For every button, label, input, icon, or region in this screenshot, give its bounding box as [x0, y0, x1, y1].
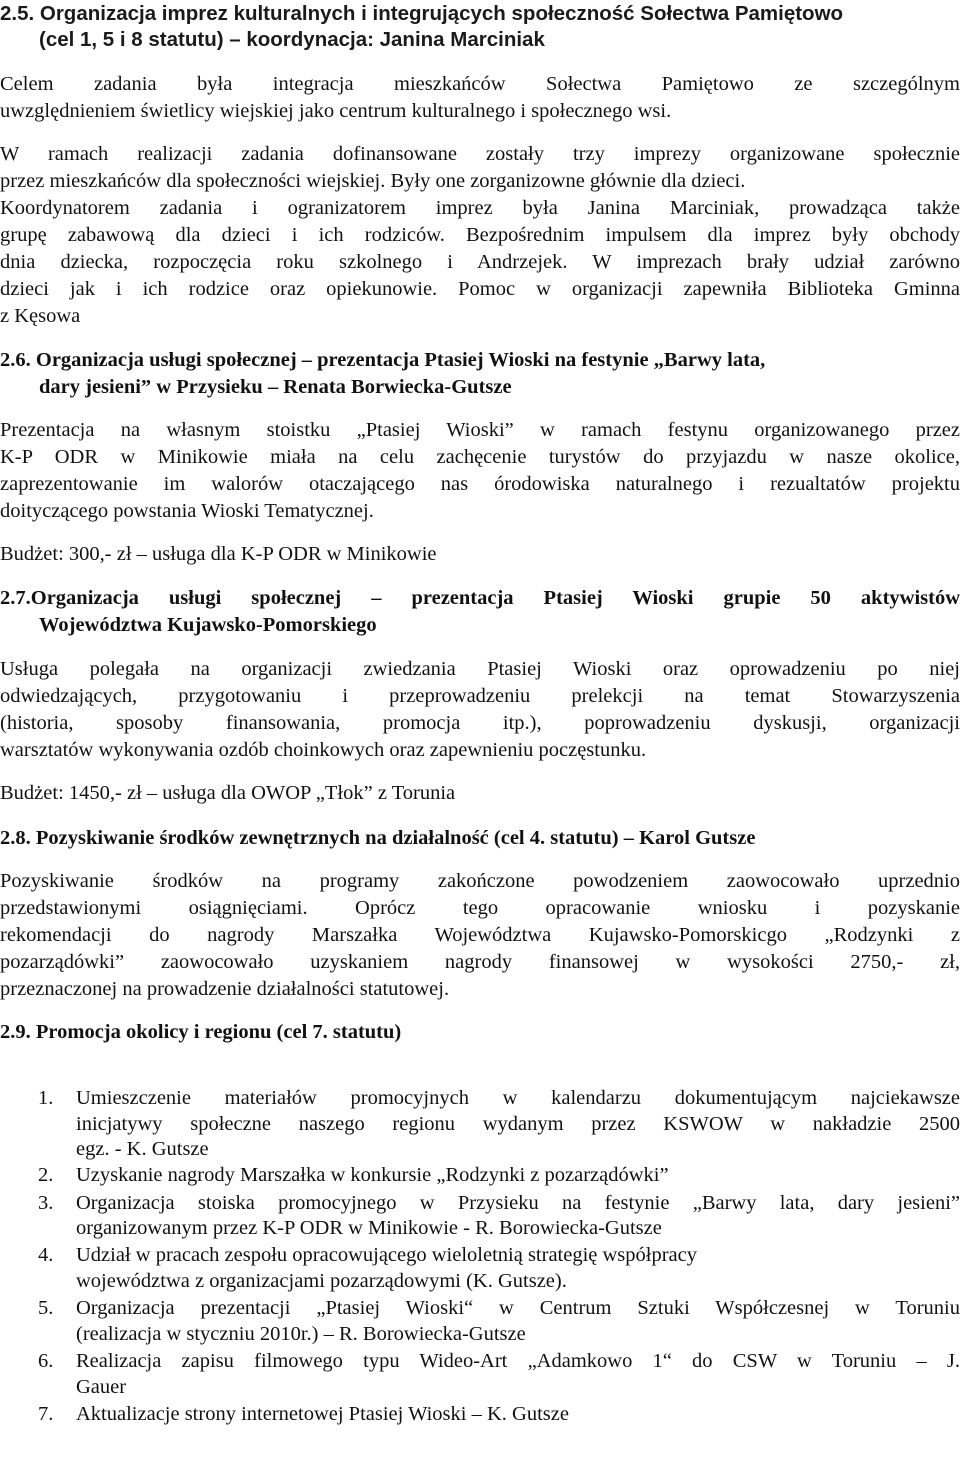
paragraph-line: (historia, sposoby finansowania, promocja itp.), poprowadzeniu dyskusji, organizacji — [0, 712, 960, 734]
list-item-text: organizowanym przez K-P ODR w Minikowie - R. Borowiecka-Gutsze — [76, 1217, 662, 1239]
list-item-text: województwa z organizacjami pozarządowymi (K. Gutsze). — [76, 1270, 567, 1292]
section-heading-2-6: 2.6. Organizacja usługi społecznej – prezentacja Ptasiej Wioski na festynie „Barwy lata, — [0, 349, 766, 371]
paragraph-line: uwzględnieniem świetlicy wiejskiej jako centrum kulturalnego i społecznego wsi. — [0, 100, 672, 122]
list-item-number: 1. — [38, 1087, 54, 1109]
paragraph-line: odwiedzających, przygotowaniu i przeprowadzeniu prelekcji na temat Stowarzyszenia — [0, 685, 960, 707]
paragraph-line: W ramach realizacji zadania dofinansowane zostały trzy imprezy organizowane społecznie — [0, 143, 960, 165]
paragraph-line: grupę zabawową dla dzieci i ich rodziców. Bezpośrednim impulsem dla imprez były obchody — [0, 224, 960, 246]
paragraph-line: dzieci jak i ich rodzice oraz opiekunowie. Pomoc w organizacji zapewniła Biblioteka Gminna — [0, 278, 960, 300]
paragraph-line: Usługa polegała na organizacji zwiedzania Ptasiej Wioski oraz oprowadzeniu po niej — [0, 658, 960, 680]
paragraph-line: z Kęsowa — [0, 305, 81, 327]
list-item-text: Udział w pracach zespołu opracowującego wieloletnią strategię współpracy — [76, 1244, 698, 1266]
list-item-text: Realizacja zapisu filmowego typu Wideo-Art „Adamkowo 1“ do CSW w Toruniu – J. — [76, 1350, 960, 1372]
paragraph-line: Celem zadania była integracja mieszkańców Sołectwa Pamiętowo ze szczególnym — [0, 73, 960, 95]
section-heading-2-6-line2: dary jesieni” w Przysieku – Renata Borwiecka-Gutsze — [39, 376, 512, 398]
paragraph-line: dnia dziecka, rozpoczęcia roku szkolnego i Andrzejek. W imprezach brały udział zarówno — [0, 251, 960, 273]
paragraph-line: przeznaczonej na prowadzenie działalności statutowej. — [0, 978, 450, 1000]
paragraph-line: przez mieszkańców dla społeczności wiejskiej. Były one zorganizowne głównie dla dzieci. — [0, 170, 746, 192]
budget-line: Budżet: 1450,- zł – usługa dla OWOP „Tłok” z Torunia — [0, 782, 456, 804]
list-item-text: Organizacja prezentacji „Ptasiej Wioski“ w Centrum Sztuki Współczesnej w Toruniu — [76, 1297, 960, 1319]
list-item-text: Uzyskanie nagrody Marszałka w konkursie „Rodzynki z pozarządówki” — [76, 1164, 669, 1186]
list-item-text: Gauer — [76, 1376, 127, 1398]
section-heading-2-5-line2: (cel 1, 5 i 8 statutu) – koordynacja: Janina Marciniak — [39, 28, 545, 51]
budget-line: Budżet: 300,- zł – usługa dla K-P ODR w Minikowie — [0, 543, 437, 565]
list-item-number: 7. — [38, 1403, 54, 1425]
section-heading-2-5: 2.5. Organizacja imprez kulturalnych i integrujących społeczność Sołectwa Pamiętowo — [0, 2, 844, 25]
paragraph-line: przedstawionymi osiągnięciami. Oprócz tego opracowanie wniosku i pozyskanie — [0, 897, 960, 919]
section-heading-2-7-line2: Województwa Kujawsko-Pomorskiego — [39, 614, 377, 636]
list-item-number: 3. — [38, 1192, 54, 1214]
section-heading-2-7: 2.7.Organizacja usługi społecznej – prezentacja Ptasiej Wioski grupie 50 aktywistów — [0, 587, 960, 609]
paragraph-line: zaprezentowanie im walorów otaczającego nas órodowiska naturalnego i rezualtatów projektu — [0, 473, 960, 495]
section-heading-2-9: 2.9. Promocja okolicy i regionu (cel 7. statutu) — [0, 1021, 402, 1043]
paragraph-line: Prezentacja na własnym stoistku „Ptasiej Wioski” w ramach festynu organizowanego przez — [0, 419, 960, 441]
paragraph-line: warsztatów wykonywania ozdób choinkowych oraz zapewnieniu poczęstunku. — [0, 739, 647, 761]
paragraph-line: Koordynatorem zadania i ogranizatorem imprez była Janina Marciniak, prowadząca także — [0, 197, 960, 219]
paragraph-line: Pozyskiwanie środków na programy zakończone powodzeniem zaowocowało uprzednio — [0, 870, 960, 892]
list-item-number: 2. — [38, 1164, 54, 1186]
list-item-text: Umieszczenie materiałów promocyjnych w kalendarzu dokumentującym najciekawsze — [76, 1087, 960, 1109]
section-heading-2-8: 2.8. Pozyskiwanie środków zewnętrznych na działalność (cel 4. statutu) – Karol Gutsze — [0, 827, 756, 849]
list-item-text: inicjatywy społeczne naszego regionu wydanym przez KSWOW w nakładzie 2500 — [76, 1113, 960, 1135]
paragraph-line: doityczącego powstania Wioski Tematycznej. — [0, 500, 374, 522]
paragraph-line: K-P ODR w Minikowie miała na celu zachęcenie turystów do przyjazdu w nasze okolice, — [0, 446, 960, 468]
paragraph-line: rekomendacji do nagrody Marszałka Województwa Kujawsko-Pomorskicgo „Rodzynki z — [0, 924, 960, 946]
list-item-text: egz. - K. Gutsze — [76, 1138, 209, 1160]
paragraph-line: pozarządówki” zaowocowało uzyskaniem nagrody finansowej w wysokości 2750,- zł, — [0, 951, 960, 973]
list-item-text: Organizacja stoiska promocyjnego w Przysieku na festynie „Barwy lata, dary jesieni” — [76, 1192, 960, 1214]
list-item-text: Aktualizacje strony internetowej Ptasiej Wioski – K. Gutsze — [76, 1403, 569, 1425]
list-item-number: 5. — [38, 1297, 54, 1319]
list-item-number: 6. — [38, 1350, 54, 1372]
list-item-number: 4. — [38, 1244, 54, 1266]
list-item-text: (realizacja w styczniu 2010r.) – R. Borowiecka-Gutsze — [76, 1323, 526, 1345]
